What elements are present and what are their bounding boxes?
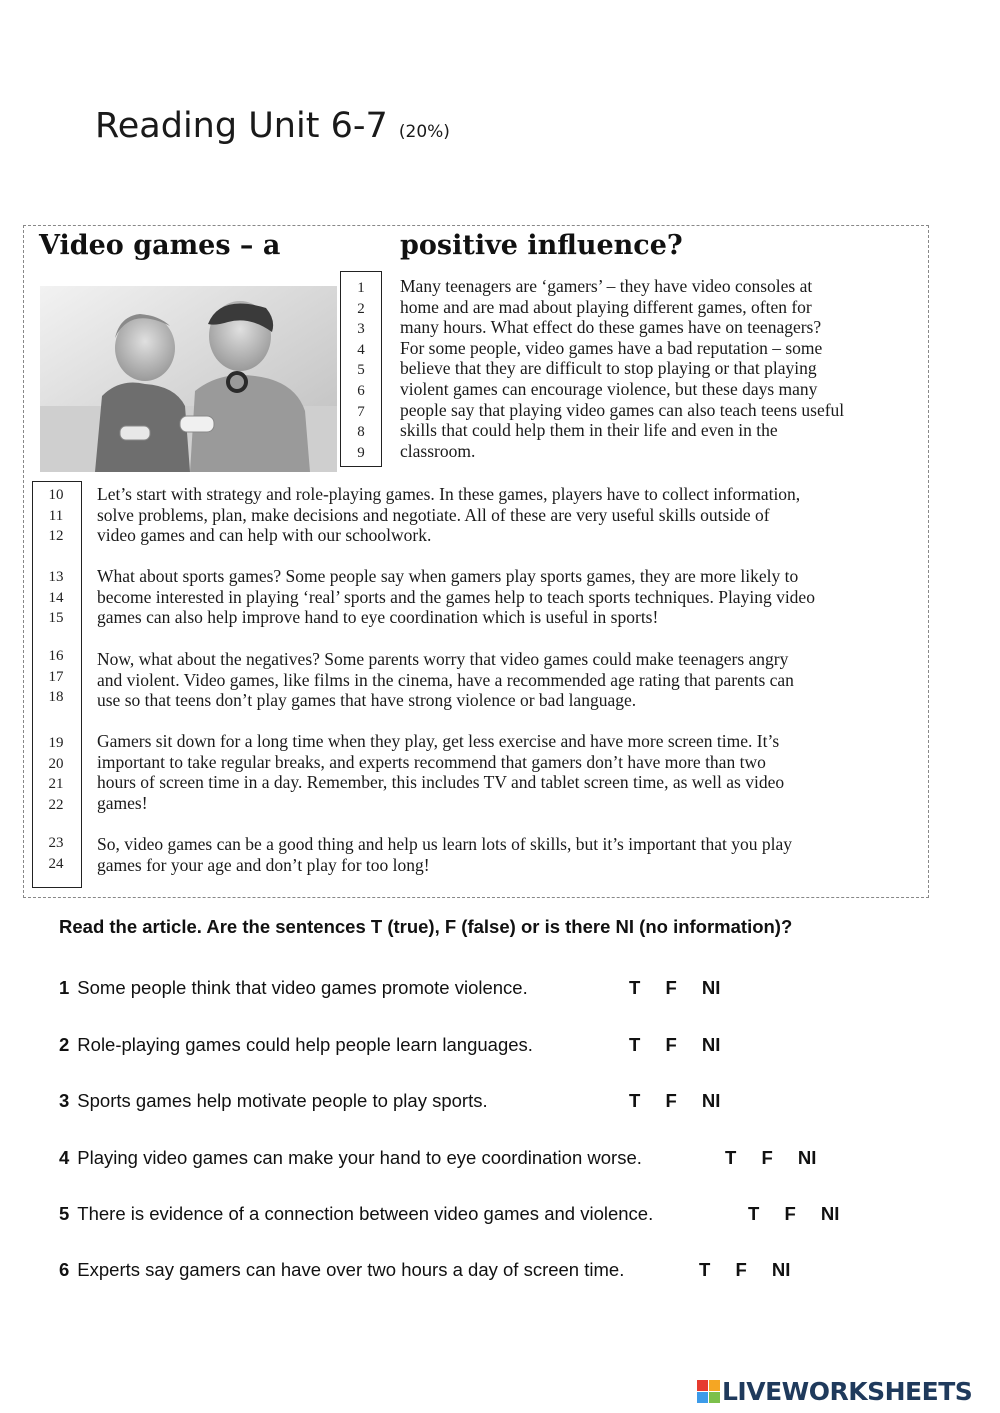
option-no-information[interactable]: NI	[797, 1147, 817, 1168]
question-1-options	[629, 977, 720, 999]
text-line: Gamers sit down for a long time when they play, get less exercise and have more screen time. It’s	[97, 731, 780, 751]
article-photo	[40, 286, 337, 472]
line-number: 9	[357, 444, 365, 461]
text-line: Now, what about the negatives? Some parents worry that video games could make teenagers angry	[97, 649, 789, 669]
option-true[interactable]: T	[629, 977, 641, 998]
text-line: become interested in playing ‘real’ sports and the games help to teach sports techniques. Playing video	[97, 586, 815, 607]
text-line: people say that playing video games can also teach teens useful	[400, 399, 845, 420]
option-no-information[interactable]: NI	[771, 1259, 791, 1280]
question-2-options	[629, 1034, 720, 1056]
option-no-information[interactable]: NI	[701, 1090, 721, 1111]
option-no-information[interactable]: NI	[820, 1203, 840, 1224]
text-line: games!	[97, 792, 148, 813]
title-weight: (20%)	[398, 122, 450, 142]
text-line: classroom.	[400, 440, 476, 461]
question-4-options	[725, 1147, 816, 1169]
option-true[interactable]: T	[629, 1034, 641, 1055]
paragraph-1-numbers	[34, 485, 78, 547]
intro-paragraph	[400, 276, 920, 461]
option-false[interactable]: F	[761, 1147, 773, 1168]
line-number: 16	[48, 648, 64, 664]
question-6-options	[699, 1259, 790, 1281]
text-line: and violent. Video games, like films in the cinema, have a recommended age rating that parents can	[97, 669, 794, 690]
text-line: many hours. What effect do these games have on teenagers?	[400, 317, 822, 338]
line-number: 13	[48, 569, 64, 585]
liveworksheets-logo[interactable]	[697, 1377, 972, 1407]
question-text: Role-playing games could help people learn languages.	[77, 1034, 533, 1055]
question-text: Experts say gamers can have over two hours a day of screen time.	[77, 1259, 625, 1280]
text-line: solve problems, plan, make decisions and negotiate. All of these are very useful skills outside of	[97, 504, 770, 525]
text-line: games can also help improve hand to eye coordination which is useful in sports!	[97, 607, 659, 628]
question-5	[59, 1203, 653, 1225]
intro-line-numbers	[340, 271, 382, 467]
text-line: Let’s start with strategy and role-playing games. In these games, players have to collect information,	[97, 484, 801, 504]
line-number: 22	[48, 796, 64, 813]
logo-cell	[697, 1392, 708, 1403]
option-no-information[interactable]: NI	[701, 1034, 721, 1055]
question-number: 2	[59, 1034, 70, 1055]
line-number: 7	[357, 403, 365, 420]
headline-left: Video games – a	[39, 230, 281, 261]
paragraph-3-numbers	[34, 646, 78, 708]
question-text: Sports games help motivate people to play sports.	[77, 1090, 488, 1111]
logo-cell	[709, 1392, 720, 1403]
paragraph-1	[97, 484, 917, 546]
option-false[interactable]: F	[665, 977, 677, 998]
option-true[interactable]: T	[629, 1090, 641, 1111]
text-line: important to take regular breaks, and experts recommend that gamers don’t have more than two	[97, 751, 766, 772]
option-true[interactable]: T	[748, 1203, 760, 1224]
logo-cell	[697, 1380, 708, 1391]
logo-cell	[709, 1380, 720, 1391]
question-number: 5	[59, 1203, 70, 1224]
question-4	[59, 1147, 642, 1169]
option-false[interactable]: F	[784, 1203, 796, 1224]
line-number: 15	[48, 610, 64, 627]
paragraph-5-numbers	[34, 833, 78, 874]
text-line: hours of screen time in a day. Remember, this includes TV and tablet screen time, as well as video	[97, 772, 785, 793]
line-number: 5	[357, 362, 365, 379]
line-number: 10	[48, 487, 64, 503]
line-number: 6	[357, 382, 365, 399]
paragraph-5	[97, 834, 917, 875]
line-number: 2	[357, 300, 365, 317]
paragraph-4	[97, 731, 917, 813]
question-5-options	[748, 1203, 839, 1225]
text-line: games for your age and don’t play for too long!	[97, 854, 430, 875]
option-no-information[interactable]: NI	[701, 977, 721, 998]
question-number: 1	[59, 977, 70, 998]
line-number: 12	[48, 528, 64, 545]
logo-icon	[697, 1380, 720, 1403]
line-number: 14	[48, 589, 64, 606]
question-text: Playing video games can make your hand to eye coordination worse.	[77, 1147, 642, 1168]
option-false[interactable]: F	[665, 1090, 677, 1111]
paragraph-2	[97, 566, 917, 628]
line-number: 8	[357, 424, 365, 441]
question-1	[59, 977, 528, 999]
line-number: 18	[48, 689, 64, 706]
line-number: 19	[48, 735, 64, 751]
text-line: Many teenagers are ‘gamers’ – they have video consoles at	[400, 276, 813, 296]
option-false[interactable]: F	[665, 1034, 677, 1055]
question-number: 6	[59, 1259, 70, 1280]
text-line: So, video games can be a good thing and help us learn lots of skills, but it’s important that you play	[97, 834, 793, 854]
text-line: home and are mad about playing different games, often for	[400, 296, 812, 317]
text-line: believe that they are difficult to stop playing or that playing	[400, 358, 817, 379]
question-text: There is evidence of a connection between video games and violence.	[77, 1203, 654, 1224]
headline-right: positive influence?	[400, 230, 683, 261]
question-number: 3	[59, 1090, 70, 1111]
text-line: use so that teens don’t play games that have strong violence or bad language.	[97, 690, 637, 711]
paragraph-4-numbers	[34, 733, 78, 815]
option-false[interactable]: F	[735, 1259, 747, 1280]
logo-text: LIVEWORKSHEETS	[722, 1377, 973, 1406]
question-3	[59, 1090, 488, 1112]
text-line: For some people, video games have a bad reputation – some	[400, 337, 823, 358]
text-line: skills that could help them in their life and even in the	[400, 420, 778, 441]
line-number: 20	[48, 755, 64, 772]
question-3-options	[629, 1090, 720, 1112]
option-true[interactable]: T	[725, 1147, 737, 1168]
exercise-instruction: Read the article. Are the sentences T (true), F (false) or is there NI (no information)?	[59, 916, 793, 937]
option-true[interactable]: T	[699, 1259, 711, 1280]
line-number: 17	[48, 668, 64, 685]
line-number: 11	[48, 507, 64, 524]
line-number: 21	[48, 776, 64, 793]
gamers-photo-illustration	[40, 286, 337, 472]
question-2	[59, 1034, 533, 1056]
line-number: 24	[48, 855, 64, 872]
line-number: 1	[357, 280, 365, 296]
line-number: 23	[48, 835, 64, 851]
text-line: What about sports games? Some people say when gamers play sports games, they are more likely to	[97, 566, 799, 586]
paragraph-2-numbers	[34, 567, 78, 629]
question-6	[59, 1259, 624, 1281]
title-text: Reading Unit 6-7	[95, 106, 388, 146]
page-title	[95, 106, 450, 146]
question-number: 4	[59, 1147, 70, 1168]
line-number: 4	[357, 341, 365, 358]
line-number: 3	[357, 321, 365, 338]
text-line: video games and can help with our schoolwork.	[97, 525, 432, 546]
text-line: violent games can encourage violence, but these days many	[400, 378, 818, 399]
question-text: Some people think that video games promote violence.	[77, 977, 528, 998]
paragraph-3	[97, 649, 917, 711]
